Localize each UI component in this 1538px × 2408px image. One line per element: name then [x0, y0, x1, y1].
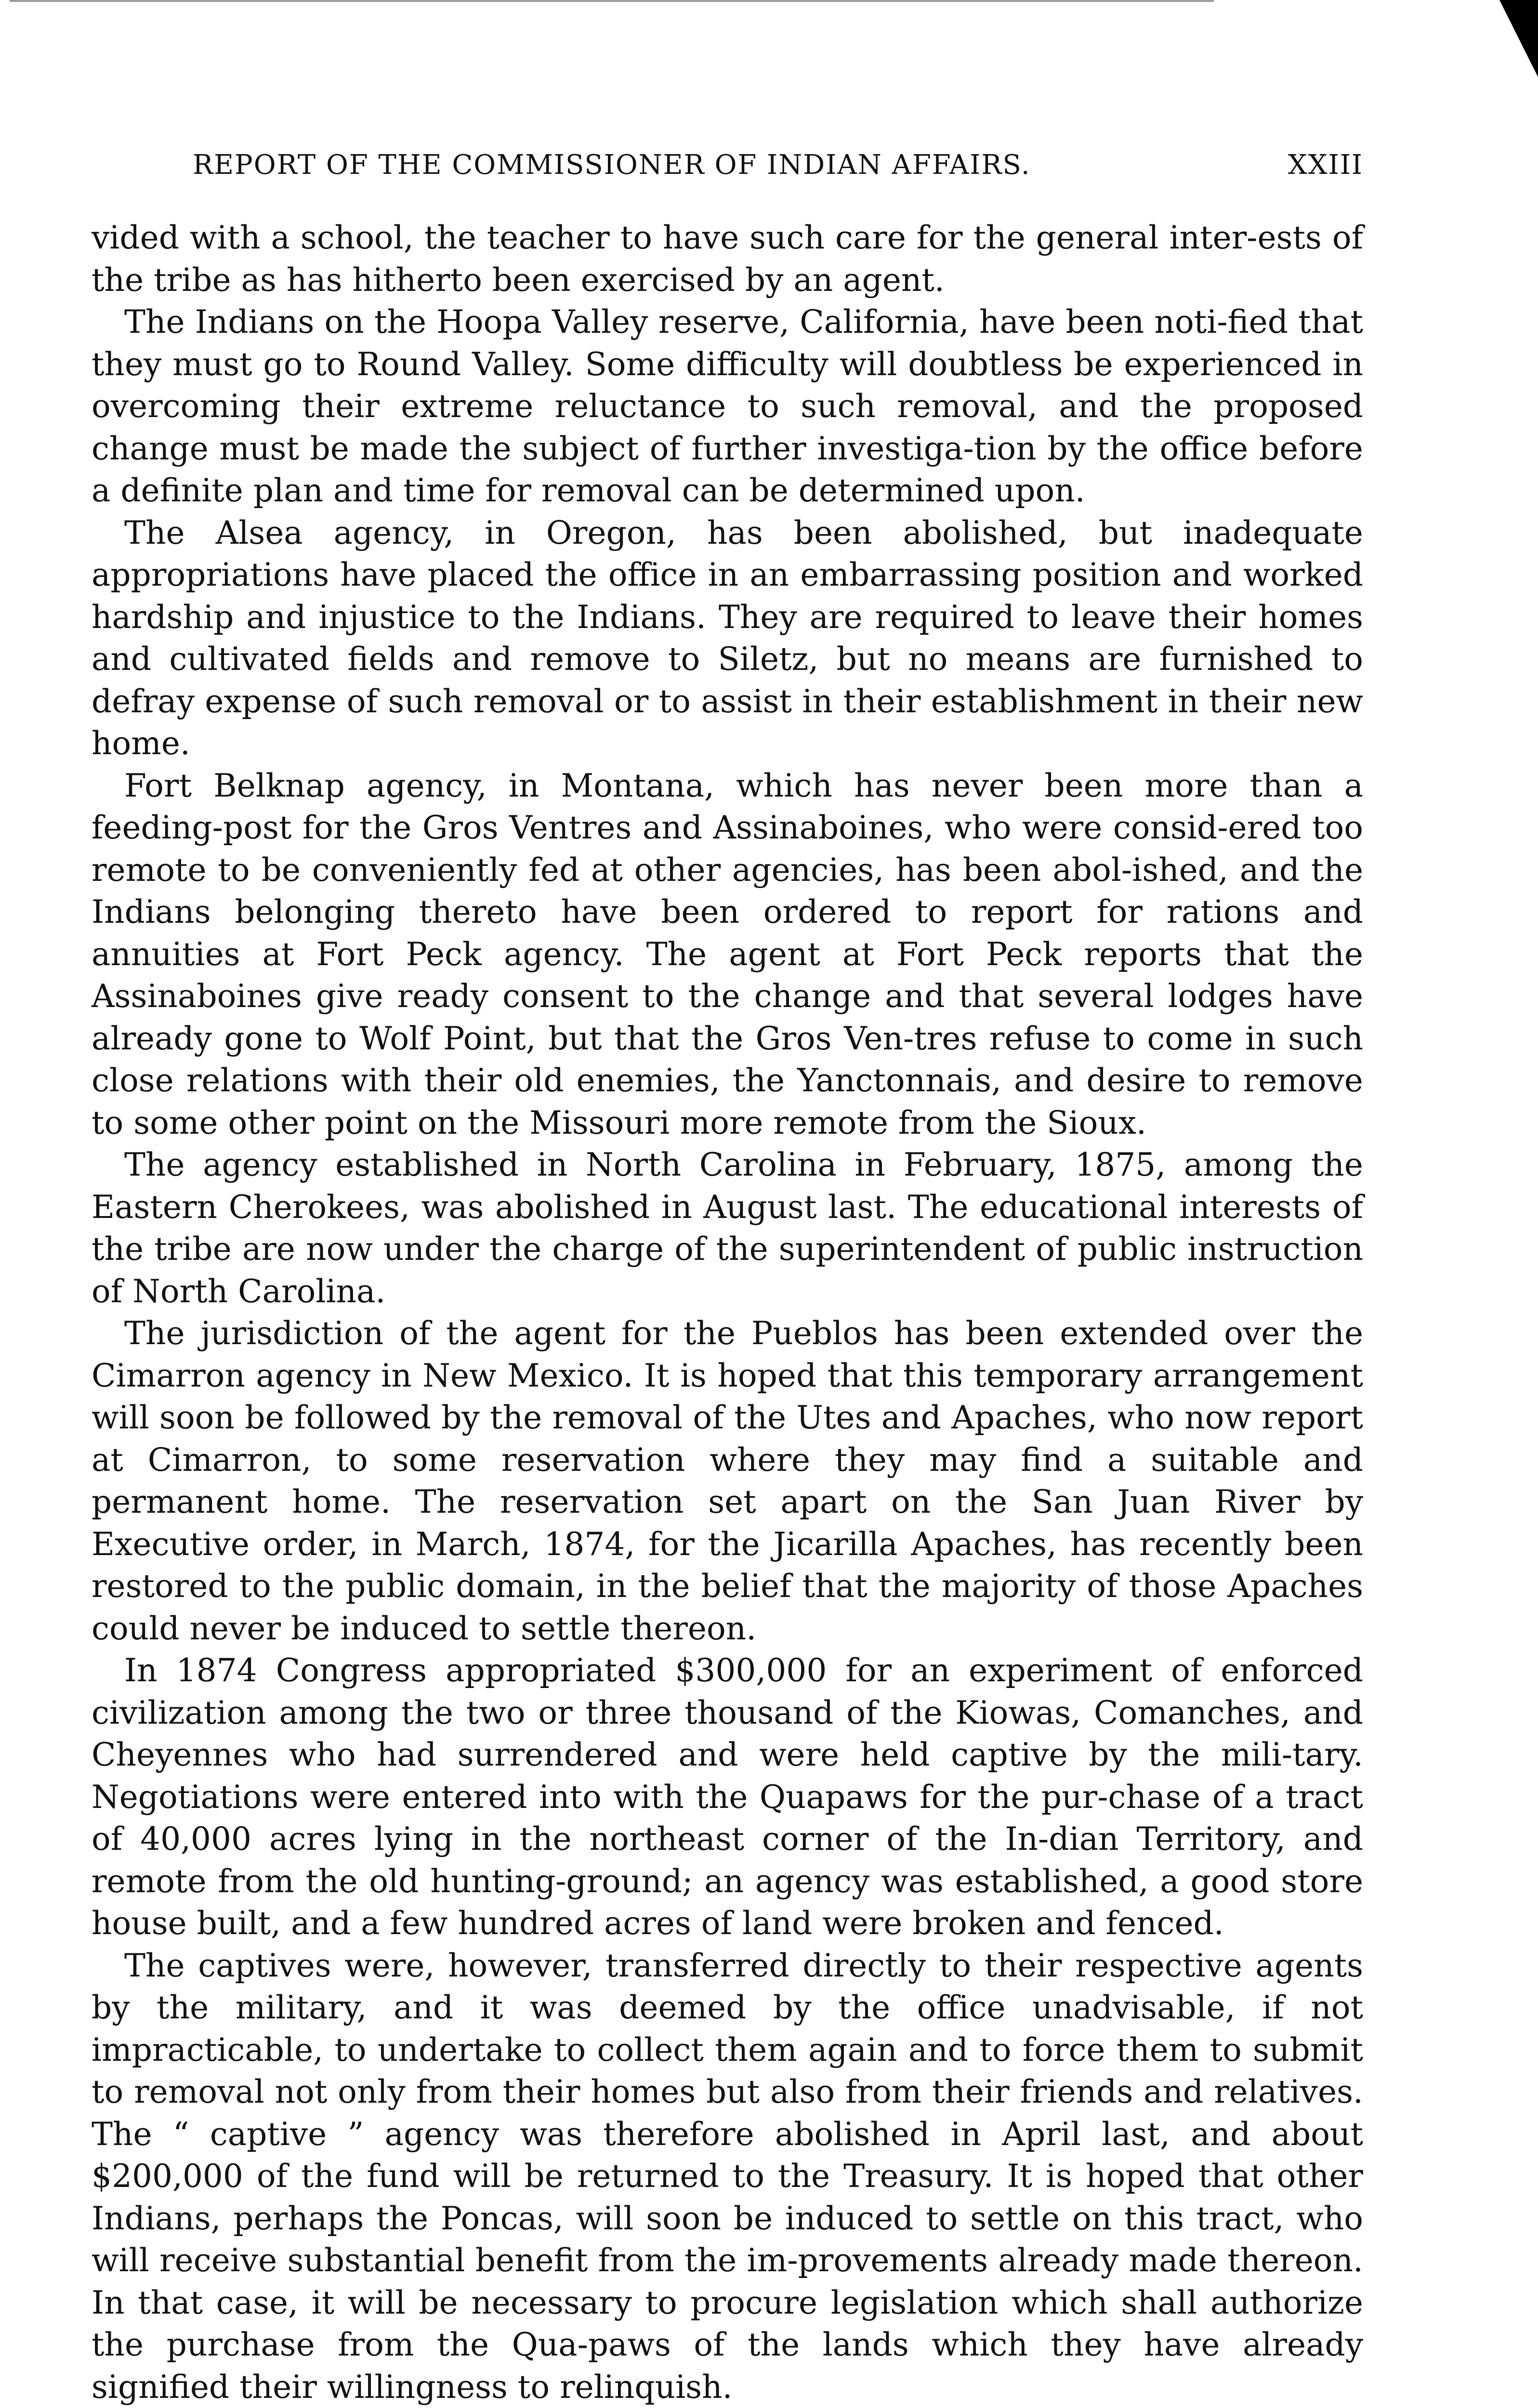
page-number: XXIII [1288, 149, 1363, 181]
paragraph-enforced-civilization: In 1874 Congress appropriated $300,000 for an experiment of enforced civilization among the two or three thousand of the Kiowas, Comanches, and Cheyennes who had surrendered and were held captive by the mili-tary. Negotiations were entered into with the Quapaws for the pur-chase of a tract of 40,000 acres lying in the northeast corner of the In-dian Territory, and remote from the old hunting-ground; an agency was established, a good store house built, and a few hundred acres of land were broken and fenced. [92, 1652, 1363, 1942]
paragraph-captives-transfer: The captives were, however, transferred directly to their respective agents by the military, and it was deemed by the office unadvisable, if not impracticable, to undertake to collect them again and to force them to submit to removal not only from their homes but also from their friends and relatives. The “ captive ” agency was therefore abolished in April last, and about $200,000 of the fund will be returned to the Treasury. It is hoped that other Indians, perhaps the Poncas, will soon be induced to settle on this tract, who will receive substantial benefit from the im-provements already made thereon. In that case, it will be necessary to procure legislation which shall authorize the purchase from the Qua-paws of the lands which they have already signified their willingness to relinquish. [92, 1947, 1363, 2406]
page-corner-mark [1499, 0, 1538, 77]
report-body [92, 217, 1363, 2408]
paragraph-north-carolina: The agency established in North Carolina in February, 1875, among the Eastern Cherokees, was abolished in August last. The educational interests of the tribe are now under the charge of the superintendent of public instruction of North Carolina. [92, 1146, 1363, 1310]
paragraph-continued-school: vided with a school, the teacher to have such care for the general inter-ests of the tribe as has hitherto been exercised by an agent. [92, 219, 1363, 299]
paragraph-alsea-agency: The Alsea agency, in Oregon, has been abolished, but inadequate appropriations have placed the office in an embarrassing position and worked hardship and injustice to the Indians. They are required to leave their homes and cultivated fields and remove to Siletz, but no means are furnished to defray expense of such removal or to assist in their establishment in their new home. [92, 514, 1363, 762]
paragraph-hoopa-valley: The Indians on the Hoopa Valley reserve, California, have been noti-fied that they must go to Round Valley. Some difficulty will doubtless be experienced in overcoming their extreme reluctance to such removal, and the proposed change must be made the subject of further investiga-tion by the office before a definite plan and time for removal can be determined upon. [92, 303, 1363, 509]
top-edge-rule [10, 0, 1214, 2]
paragraph-fort-belknap: Fort Belknap agency, in Montana, which has never been more than a feeding-post for the Gros Ventres and Assinaboines, who were consid-ered too remote to be conveniently fed at other agencies, has been abol-ished, and the Indians belonging thereto have been ordered to report for rations and annuities at Fort Peck agency. The agent at Fort Peck reports that the Assinaboines give ready consent to the change and that several lodges have already gone to Wolf Point, but that the Gros Ven-tres refuse to come in such close relations with their old enemies, the Yanctonnais, and desire to remove to some other point on the Missouri more remote from the Sioux. [92, 767, 1363, 1141]
running-title: REPORT OF THE COMMISSIONER OF INDIAN AFFAIRS. [193, 149, 1031, 181]
paragraph-pueblos-cimarron: The jurisdiction of the agent for the Pueblos has been extended over the Cimarron agency in New Mexico. It is hoped that this temporary arrangement will soon be followed by the removal of the Utes and Apaches, who now report at Cimarron, to some reservation where they may find a suitable and permanent home. The reservation set apart on the San Juan River by Executive order, in March, 1874, for the Jicarilla Apaches, has recently been restored to the public domain, in the belief that the majority of those Apaches could never be induced to settle thereon. [92, 1315, 1363, 1647]
